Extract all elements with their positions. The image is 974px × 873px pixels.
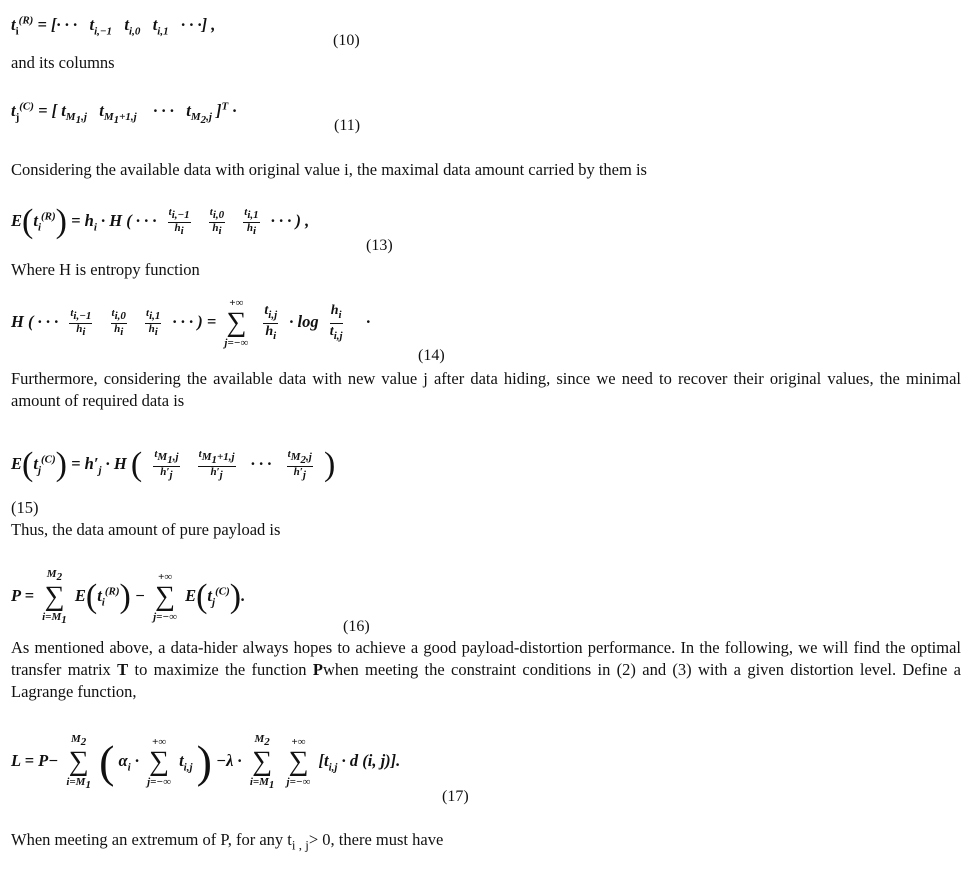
- paragraph-text: Considering the available data with original value i, the maximal data amount carried by them is: [11, 160, 647, 179]
- bold-symbol-T: T: [117, 660, 129, 679]
- text-span: When meeting an extremum of P, for any t: [11, 830, 292, 849]
- equation-number: (16): [343, 618, 370, 635]
- paragraph-text: [11, 637, 961, 703]
- paragraph-text: Furthermore, considering the available data with new value j after data hiding, since we need to recover their original values, the minimal amount of required data is: [11, 369, 961, 410]
- equation-number: (11): [334, 117, 361, 134]
- equation-10: $t_i^{(R)}$ = [· · · $t_{i,-1}$ $t_{i,0}$ $t_{i,1}$ · · ·] , (10): [11, 14, 360, 49]
- paragraph-text: and its columns: [11, 53, 115, 72]
- subscript-i-j: i , j: [291, 837, 309, 853]
- equation-14: H ( · · · $\frac{t_{i,-1}}{h_i}$ $\frac{t_{i,0}}{h_i}$ $\frac{t_{i,1}}{h_i}$ · · · ) = +∞ ∑ j=−∞ $\frac{t_{i,j}}{h_i}$ · log $\frac{h_i}{t_{i,j}}$ · (14): [11, 297, 445, 364]
- text-span: > 0, there must have: [308, 830, 444, 849]
- text-span: when meeting the constraint conditions in (2) and (3) with a given distortion level. Define a Lagrange function,: [11, 660, 961, 701]
- equation-15: $E(t_j^{(C)}) = h'_j \cdot H$ ( $\frac{t_{M_1,j}}{h'_j}$ $\frac{t_{M_1+1,j}}{h'_j}$ · · · $\frac{t_{M_2,j}}{h'_j}$ ): [11, 446, 336, 483]
- equation-17: L = P− $M_2$ ∑ $i=M_1$ ( $\alpha_i$ · +∞ ∑ j=−∞ $t_{i,j}$ ) −λ · $M_2$ ∑ $i=M_1$ +∞ ∑ j=−∞ [$t_{i,j} \cdot d$ (i, j)]. (17): [11, 733, 469, 805]
- paragraph-text: Where H is entropy function: [11, 260, 200, 279]
- text-span: to maximize the function: [128, 660, 313, 679]
- text-span: As mentioned above, a data-hider always hopes to achieve a good payload-distortion performance. In the following, we will find the optimal transfer matrix: [11, 638, 961, 679]
- equation-number: (14): [418, 347, 445, 364]
- equation-number: (17): [442, 788, 469, 805]
- bold-symbol-P: P: [312, 660, 323, 679]
- paragraph-text: Thus, the data amount of pure payload is: [11, 520, 281, 539]
- paragraph-text: [11, 829, 961, 856]
- equation-16: P = $M_2$ ∑ $i=M_1$ $E(t_i^{(R)})$ − +∞ ∑ j=−∞ $E(t_j^{(C)})$. (16): [11, 568, 370, 635]
- equation-number: (10): [333, 32, 360, 49]
- equation-number: (15): [11, 498, 39, 517]
- equation-11: $t_j^{(C)}$ = [ $t_{M_1,j}$ $t_{M_1+1,j}$ · · · $t_{M_2,j}$ ]$^T$ · (11): [11, 100, 361, 134]
- equation-number: (13): [366, 237, 393, 254]
- equation-13: $E(t_i^{(R)}) = h_i \cdot H$ ( · · · $\frac{t_{i,-1}}{h_i}$ $\frac{t_{i,0}}{h_i}$ $\frac{t_{i,1}}{h_i}$ · · · ) , (13): [11, 203, 393, 254]
